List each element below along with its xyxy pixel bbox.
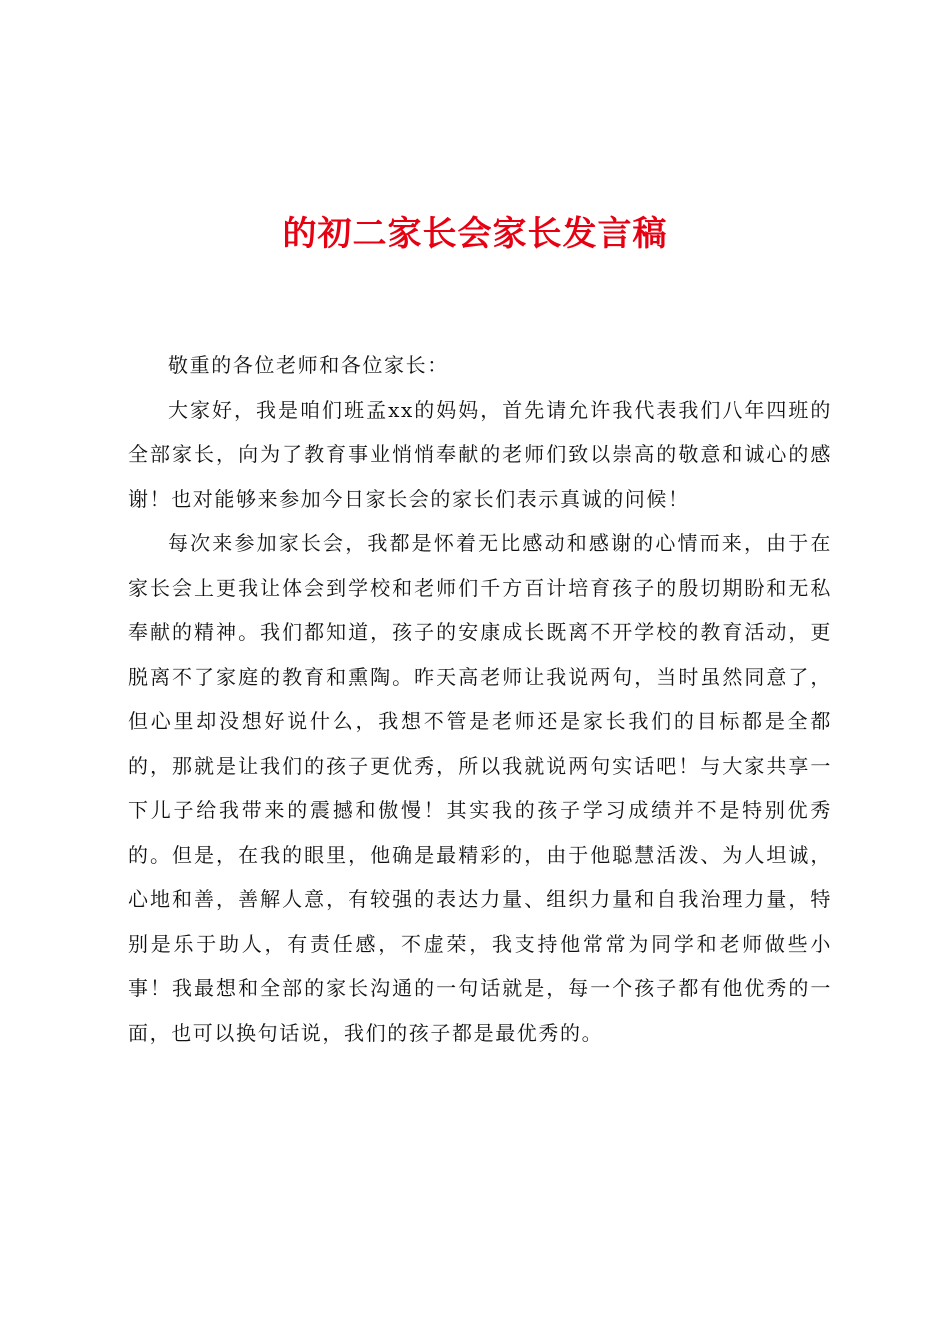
document-title: 的初二家长会家长发言稿 xyxy=(282,214,668,254)
paragraph-1: 大家好，我是咱们班孟xx的妈妈，首先请允许我代表我们八年四班的全部家长，向为了教育事业悄悄奉献的老师们致以崇高的敬意和诚心的感谢！也对能够来参加今日家长会的家长们表示真诚的问候！ xyxy=(128,397,832,511)
paragraph-2: 每次来参加家长会，我都是怀着无比感动和感谢的心情而来，由于在家长会上更我让体会到学校和老师们千方百计培育孩子的殷切期盼和无私奉献的精神。我们都知道，孩子的安康成长既离不开学校的教育活动，更脱离不了家庭的教育和熏陶。昨天高老师让我说两句，当时虽然同意了，但心里却没想好说什么，我想不管是老师还是家长我们的目标都是全都的，那就是让我们的孩子更优秀，所以我就说两句实话吧！与大家共享一下儿子给我带来的震撼和傲慢！其实我的孩子学习成绩并不是特别优秀的。但是，在我的眼里，他确是最精彩的，由于他聪慧活泼、为人坦诚，心地和善，善解人意，有较强的表达力量、组织力量和自我治理力量，特别是乐于助人，有责任感，不虚荣，我支持他常常为同学和老师做些小事！我最想和全部的家长沟通的一句话就是，每一个孩子都有他优秀的一面，也可以换句话说，我们的孩子都是最优秀的。 xyxy=(128,531,832,1045)
document-body xyxy=(128,343,832,1055)
salutation: 敬重的各位老师和各位家长： xyxy=(168,353,449,377)
